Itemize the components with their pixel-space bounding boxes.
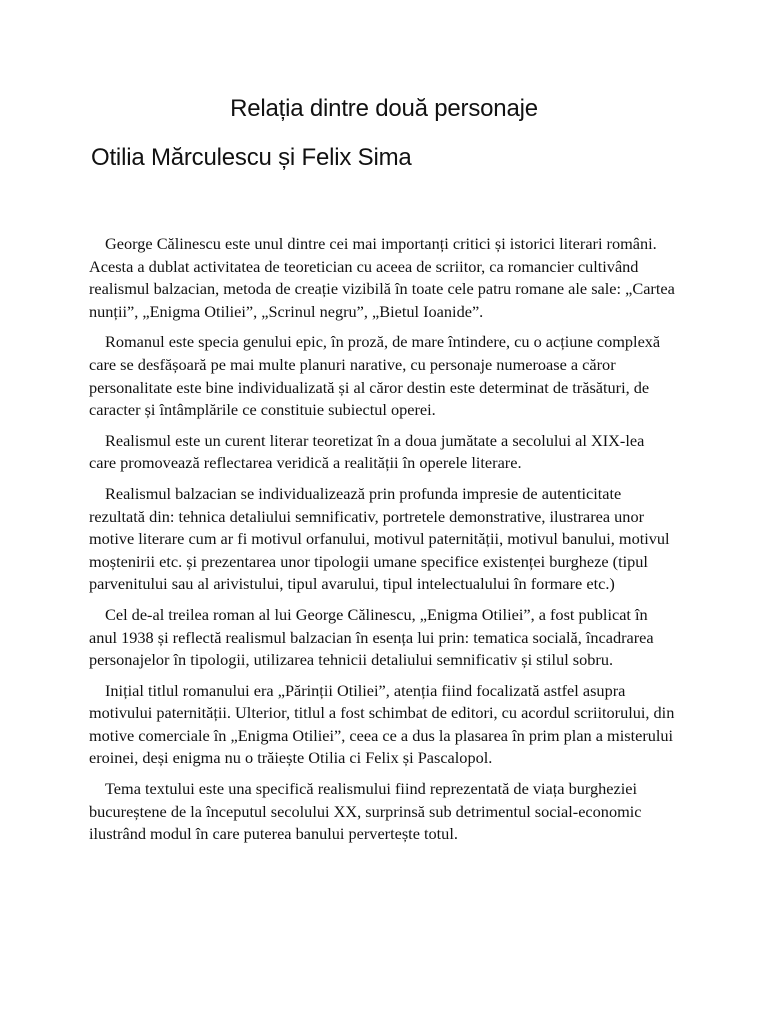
document-subtitle: Otilia Mărculescu și Felix Sima (91, 144, 412, 171)
paragraph-tema-textului: Tema textului este una specifică realismului fiind reprezentată de viața burgheziei bucureștene de la începutul secolului XX, surprinsă sub detrimentul social-economic ilustrând modul în care puterea banului pervertește totul. (89, 779, 642, 844)
document-body (89, 233, 675, 854)
document-title: Relația dintre două personaje (230, 95, 538, 122)
paragraph-enigma-otiliei: Cel de-al treilea roman al lui George Călinescu, „Enigma Otiliei”, a fost publicat în anul 1938 și reflectă realismul balzacian în esența lui prin: tematica socială, încadrarea personajelor în tipologii, utilizarea tehnicii detaliului semnificativ și stilul sobru. (89, 604, 654, 670)
paragraph-intro-calinescu: George Călinescu este unul dintre cei mai importanți critici și istorici literari români. Acesta a dublat activitatea de teoretician cu aceea de scriitor, ca romancier cultivând realismul balzacian, metoda de creație vizibilă în toate cele patru romane ale sale: „Cartea nunții”, „Enigma Otiliei”, „Scrinul negru”, „Bietul Ioanide”. (89, 234, 675, 321)
paragraph-romanul: Romanul este specia genului epic, în proză, de mare întindere, cu o acțiune complexă care se desfășoară pe mai multe planuri narative, cu personaje numeroase a căror personalitate este bine individualizată și al căror destin este determinat de trăsături, de caracter și întâmplările ce constituie subiectul operei. (89, 332, 661, 420)
paragraph-realismul: Realismul este un curent literar teoretizat în a doua jumătate a secolului al XIX-lea care promovează reflectarea veridică a realității în operele literare. (89, 430, 645, 473)
paragraph-realismul-balzacian: Realismul balzacian se individualizează prin profunda impresie de autenticitate rezultată din: tehnica detaliului semnificativ, portretele demonstrative, ilustrarea unor motive literare cum ar fi motivul orfanului, motivul paternității, motivul banului, motivul moștenirii etc. și prezentarea unor tipologii umane specifice existenței burgheze (tipul parvenitului sau al arivistului, tipul avarului, tipul intelectualului în formare etc.) (89, 483, 670, 594)
paragraph-titlul-romanului: Inițial titlul romanului era „Părinții Otiliei”, atenția fiind focalizată astfel asupra motivului paternității. Ulterior, titlul a fost schimbat de editori, cu acordul scriitorului, din motive comerciale în „Enigma Otiliei”, ceea ce a dus la plasarea în prim plan a misterului eroinei, deși enigma nu o trăiește Otilia ci Felix și Pascalopol. (89, 680, 675, 768)
